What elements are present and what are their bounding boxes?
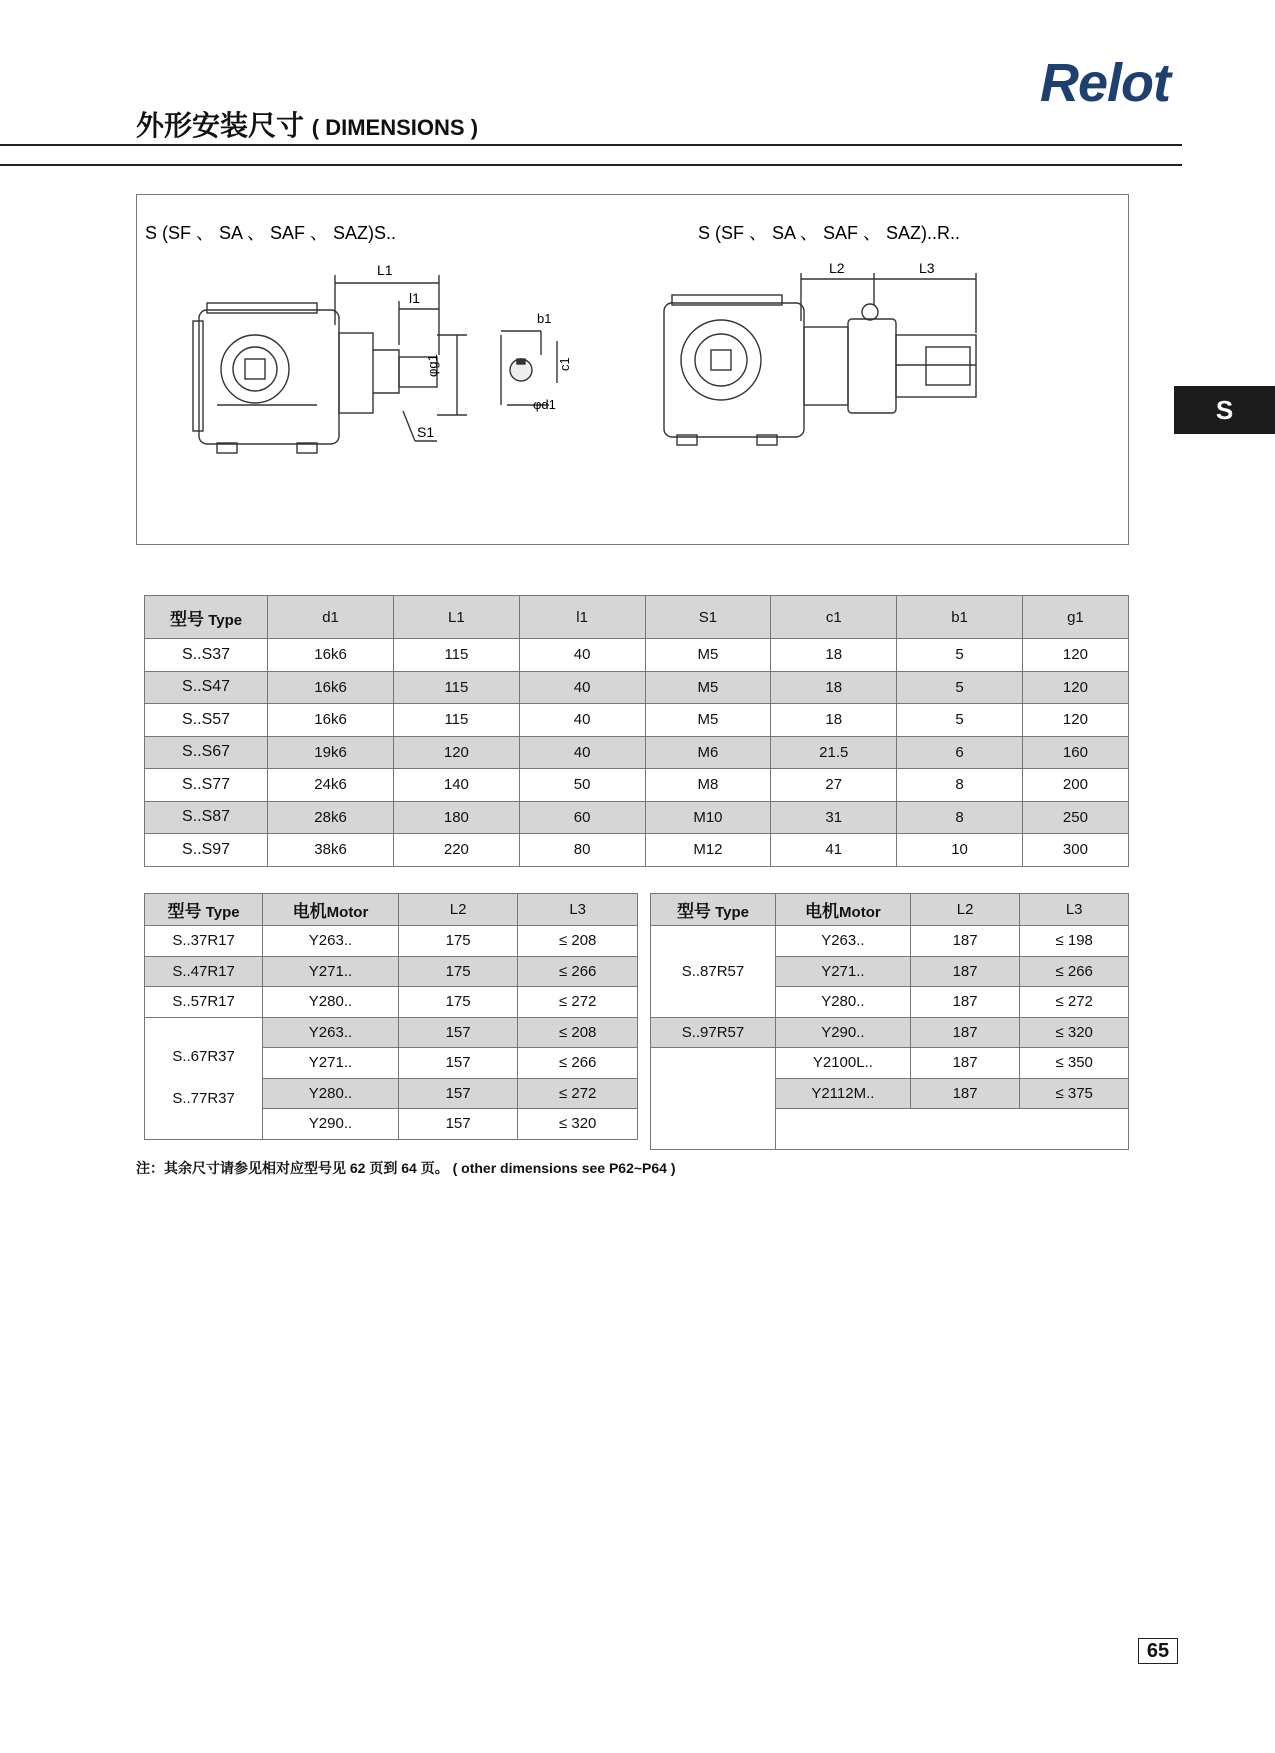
table-cell: ≤ 320 xyxy=(518,1109,638,1140)
table-cell: 19k6 xyxy=(268,736,394,769)
table-cell: Y271.. xyxy=(775,956,910,987)
table-row xyxy=(145,736,1129,769)
header-rule-bottom xyxy=(0,164,1182,166)
table-cell: M8 xyxy=(645,769,771,802)
col-type xyxy=(145,894,263,926)
table-cell: 140 xyxy=(394,769,520,802)
table-header-row xyxy=(651,894,1129,926)
table-cell: S..S47 xyxy=(145,671,268,704)
table-cell: 6 xyxy=(897,736,1023,769)
table-cell: 115 xyxy=(394,671,520,704)
table-cell: Y280.. xyxy=(775,987,910,1018)
table-row xyxy=(145,671,1129,704)
shaft-section-drawing xyxy=(501,331,557,405)
header-rule-top xyxy=(0,144,1182,146)
cell-text: Type xyxy=(205,904,240,921)
table-cell: 157 xyxy=(398,1078,518,1109)
caption-right: S (SF 、 SA 、 SAF 、 SAZ)..R.. xyxy=(698,223,961,243)
table-cell: 40 xyxy=(519,639,645,672)
cell-text: S..67R37 xyxy=(172,1048,235,1065)
dim-label-S1: S1 xyxy=(417,424,435,440)
table-cell: 10 xyxy=(897,834,1023,867)
title-en: ( DIMENSIONS ) xyxy=(311,115,479,140)
table-cell: Y290.. xyxy=(263,1109,399,1140)
table-cell: 187 xyxy=(910,926,1020,957)
col-d1: d1 xyxy=(268,596,394,639)
table-cell: S..S77 xyxy=(145,769,268,802)
table-cell: 157 xyxy=(398,1048,518,1079)
page-title xyxy=(136,104,478,144)
section-tab-label: S xyxy=(1215,394,1234,425)
table-cell: 60 xyxy=(519,801,645,834)
footnote xyxy=(136,1158,676,1178)
table-cell: Y290.. xyxy=(775,1017,910,1048)
table-cell: Y271.. xyxy=(263,956,399,987)
cell-text: Motor xyxy=(839,904,881,921)
table-cell: S..S97 xyxy=(145,834,268,867)
table-row xyxy=(145,1017,638,1048)
gearmotor-r-drawing xyxy=(664,273,976,445)
motor-dimensions-table-right xyxy=(650,893,1129,1150)
empty-type-cell xyxy=(651,1048,776,1150)
table-cell: 8 xyxy=(897,769,1023,802)
cell-text: 型号 xyxy=(167,902,202,921)
table-cell: 50 xyxy=(519,769,645,802)
caption-left: S (SF 、 SA 、 SAF 、 SAZ)S.. xyxy=(145,223,397,243)
dim-label-L2: L2 xyxy=(829,260,845,276)
empty-cell xyxy=(775,1109,1128,1150)
cell-text: Type xyxy=(208,611,243,629)
table-cell: 8 xyxy=(897,801,1023,834)
table-cell: 24k6 xyxy=(268,769,394,802)
table-cell: 115 xyxy=(394,639,520,672)
table-cell: 160 xyxy=(1022,736,1128,769)
col-S1: S1 xyxy=(645,596,771,639)
table-cell: M12 xyxy=(645,834,771,867)
table-cell: Y280.. xyxy=(263,987,399,1018)
cell-text: 电机 xyxy=(292,902,327,921)
table-cell: 27 xyxy=(771,769,897,802)
table-row xyxy=(145,704,1129,737)
table-cell: Y263.. xyxy=(263,926,399,957)
dim-label-g1: φg1 xyxy=(425,354,440,377)
footnote-en: ( other dimensions see P62~P64 ) xyxy=(452,1160,676,1176)
table-cell: 175 xyxy=(398,926,518,957)
table-cell: ≤ 272 xyxy=(1020,987,1129,1018)
table-cell: 38k6 xyxy=(268,834,394,867)
table-cell: 5 xyxy=(897,671,1023,704)
table-cell: 41 xyxy=(771,834,897,867)
table-cell: ≤ 266 xyxy=(518,1048,638,1079)
col-type xyxy=(651,894,776,926)
table-cell: Y271.. xyxy=(263,1048,399,1079)
brand-logo xyxy=(1040,52,1170,114)
dim-label-l1: l1 xyxy=(409,290,420,306)
dimension-drawings xyxy=(137,195,1128,544)
table-cell: S..37R17 xyxy=(145,926,263,957)
table-row xyxy=(145,956,638,987)
dim-label-b1: b1 xyxy=(537,311,552,326)
table-cell: M6 xyxy=(645,736,771,769)
logo-text: Relot xyxy=(1040,53,1170,113)
type-group-cell xyxy=(145,1017,263,1139)
col-g1: g1 xyxy=(1022,596,1128,639)
title-cn: 外形安装尺寸 xyxy=(136,110,305,141)
table-header-row xyxy=(145,894,638,926)
table-cell: Y280.. xyxy=(263,1078,399,1109)
table-cell: 16k6 xyxy=(268,671,394,704)
table-cell: 40 xyxy=(519,671,645,704)
col-L2: L2 xyxy=(398,894,518,926)
type-cell: S..87R57 xyxy=(651,926,776,1018)
table-cell: M5 xyxy=(645,639,771,672)
table-cell: 31 xyxy=(771,801,897,834)
table-cell: M10 xyxy=(645,801,771,834)
col-motor xyxy=(775,894,910,926)
section-tab[interactable] xyxy=(1174,386,1275,434)
table-cell: S..57R17 xyxy=(145,987,263,1018)
table-cell: 115 xyxy=(394,704,520,737)
cell-text: 电机 xyxy=(805,902,840,921)
table-cell: ≤ 272 xyxy=(518,1078,638,1109)
table-cell: 40 xyxy=(519,704,645,737)
col-c1: c1 xyxy=(771,596,897,639)
table-cell: 187 xyxy=(910,1048,1020,1079)
table-cell: 250 xyxy=(1022,801,1128,834)
table-cell: Y263.. xyxy=(263,1017,399,1048)
table-cell: 5 xyxy=(897,704,1023,737)
dim-label-c1: c1 xyxy=(557,357,572,371)
table-cell: 157 xyxy=(398,1017,518,1048)
col-l1: l1 xyxy=(519,596,645,639)
dim-label-L1: L1 xyxy=(377,262,393,278)
table-row xyxy=(145,769,1129,802)
table-cell: 175 xyxy=(398,956,518,987)
table-row xyxy=(145,801,1129,834)
table-cell: ≤ 266 xyxy=(1020,956,1129,987)
table-cell: 18 xyxy=(771,639,897,672)
footnote-cn: 注：其余尺寸请参见相对应型号见 62 页到 64 页。 xyxy=(136,1160,449,1176)
table-cell: 157 xyxy=(398,1109,518,1140)
table-cell: 16k6 xyxy=(268,704,394,737)
table-row xyxy=(651,1017,1129,1048)
drawing-panel xyxy=(136,194,1129,545)
table-row xyxy=(145,834,1129,867)
table-cell: 180 xyxy=(394,801,520,834)
table-cell: 187 xyxy=(910,1017,1020,1048)
table-cell: ≤ 208 xyxy=(518,926,638,957)
table-cell: 220 xyxy=(394,834,520,867)
table-row xyxy=(145,639,1129,672)
table-cell: S..S87 xyxy=(145,801,268,834)
table-cell: Y2112M.. xyxy=(775,1078,910,1109)
table-cell: 175 xyxy=(398,987,518,1018)
table-cell: ≤ 320 xyxy=(1020,1017,1129,1048)
table-cell: 187 xyxy=(910,956,1020,987)
table-cell: 5 xyxy=(897,639,1023,672)
motor-dimensions-table-left xyxy=(144,893,638,1140)
table-cell: 187 xyxy=(910,987,1020,1018)
table-cell: 120 xyxy=(394,736,520,769)
cell-text: 型号 xyxy=(676,902,711,921)
table-cell: ≤ 266 xyxy=(518,956,638,987)
shaft-dimensions-table xyxy=(144,595,1129,867)
col-b1: b1 xyxy=(897,596,1023,639)
cell-text: Motor xyxy=(326,904,369,921)
col-motor xyxy=(263,894,399,926)
table-cell: S..47R17 xyxy=(145,956,263,987)
table-row xyxy=(651,926,1129,957)
col-L1: L1 xyxy=(394,596,520,639)
table-cell: 18 xyxy=(771,704,897,737)
table-cell: M5 xyxy=(645,704,771,737)
table-cell: S..S57 xyxy=(145,704,268,737)
col-type xyxy=(145,596,268,639)
table-cell: Y2100L.. xyxy=(775,1048,910,1079)
table-cell: Y263.. xyxy=(775,926,910,957)
table-cell: 28k6 xyxy=(268,801,394,834)
table-cell: 120 xyxy=(1022,671,1128,704)
table-row xyxy=(145,926,638,957)
col-L2: L2 xyxy=(910,894,1020,926)
table-cell: 16k6 xyxy=(268,639,394,672)
table-cell: 80 xyxy=(519,834,645,867)
table-cell: 18 xyxy=(771,671,897,704)
dim-label-L3: L3 xyxy=(919,260,935,276)
table-cell: ≤ 272 xyxy=(518,987,638,1018)
cell-text: Type xyxy=(715,904,750,921)
table-cell: 187 xyxy=(910,1078,1020,1109)
page-number-text: 65 xyxy=(1146,1639,1170,1662)
table-cell: 120 xyxy=(1022,704,1128,737)
table-cell: M5 xyxy=(645,671,771,704)
table-cell: 200 xyxy=(1022,769,1128,802)
table-row xyxy=(651,1048,1129,1079)
cell-text: S..77R37 xyxy=(172,1090,235,1107)
col-L3: L3 xyxy=(1020,894,1129,926)
table-cell: S..S67 xyxy=(145,736,268,769)
table-cell: ≤ 350 xyxy=(1020,1048,1129,1079)
table-header-row xyxy=(145,596,1129,639)
table-cell: 21.5 xyxy=(771,736,897,769)
table-cell: S..S37 xyxy=(145,639,268,672)
type-cell: S..97R57 xyxy=(651,1017,776,1048)
table-cell: 120 xyxy=(1022,639,1128,672)
table-cell: 40 xyxy=(519,736,645,769)
table-cell: ≤ 208 xyxy=(518,1017,638,1048)
table-cell: ≤ 198 xyxy=(1020,926,1129,957)
table-cell: 300 xyxy=(1022,834,1128,867)
table-row xyxy=(145,987,638,1018)
page-number xyxy=(1138,1638,1178,1664)
table-cell: ≤ 375 xyxy=(1020,1078,1129,1109)
col-L3: L3 xyxy=(518,894,638,926)
cell-text: 型号 xyxy=(170,609,205,629)
dim-label-d1: φd1 xyxy=(533,397,556,412)
